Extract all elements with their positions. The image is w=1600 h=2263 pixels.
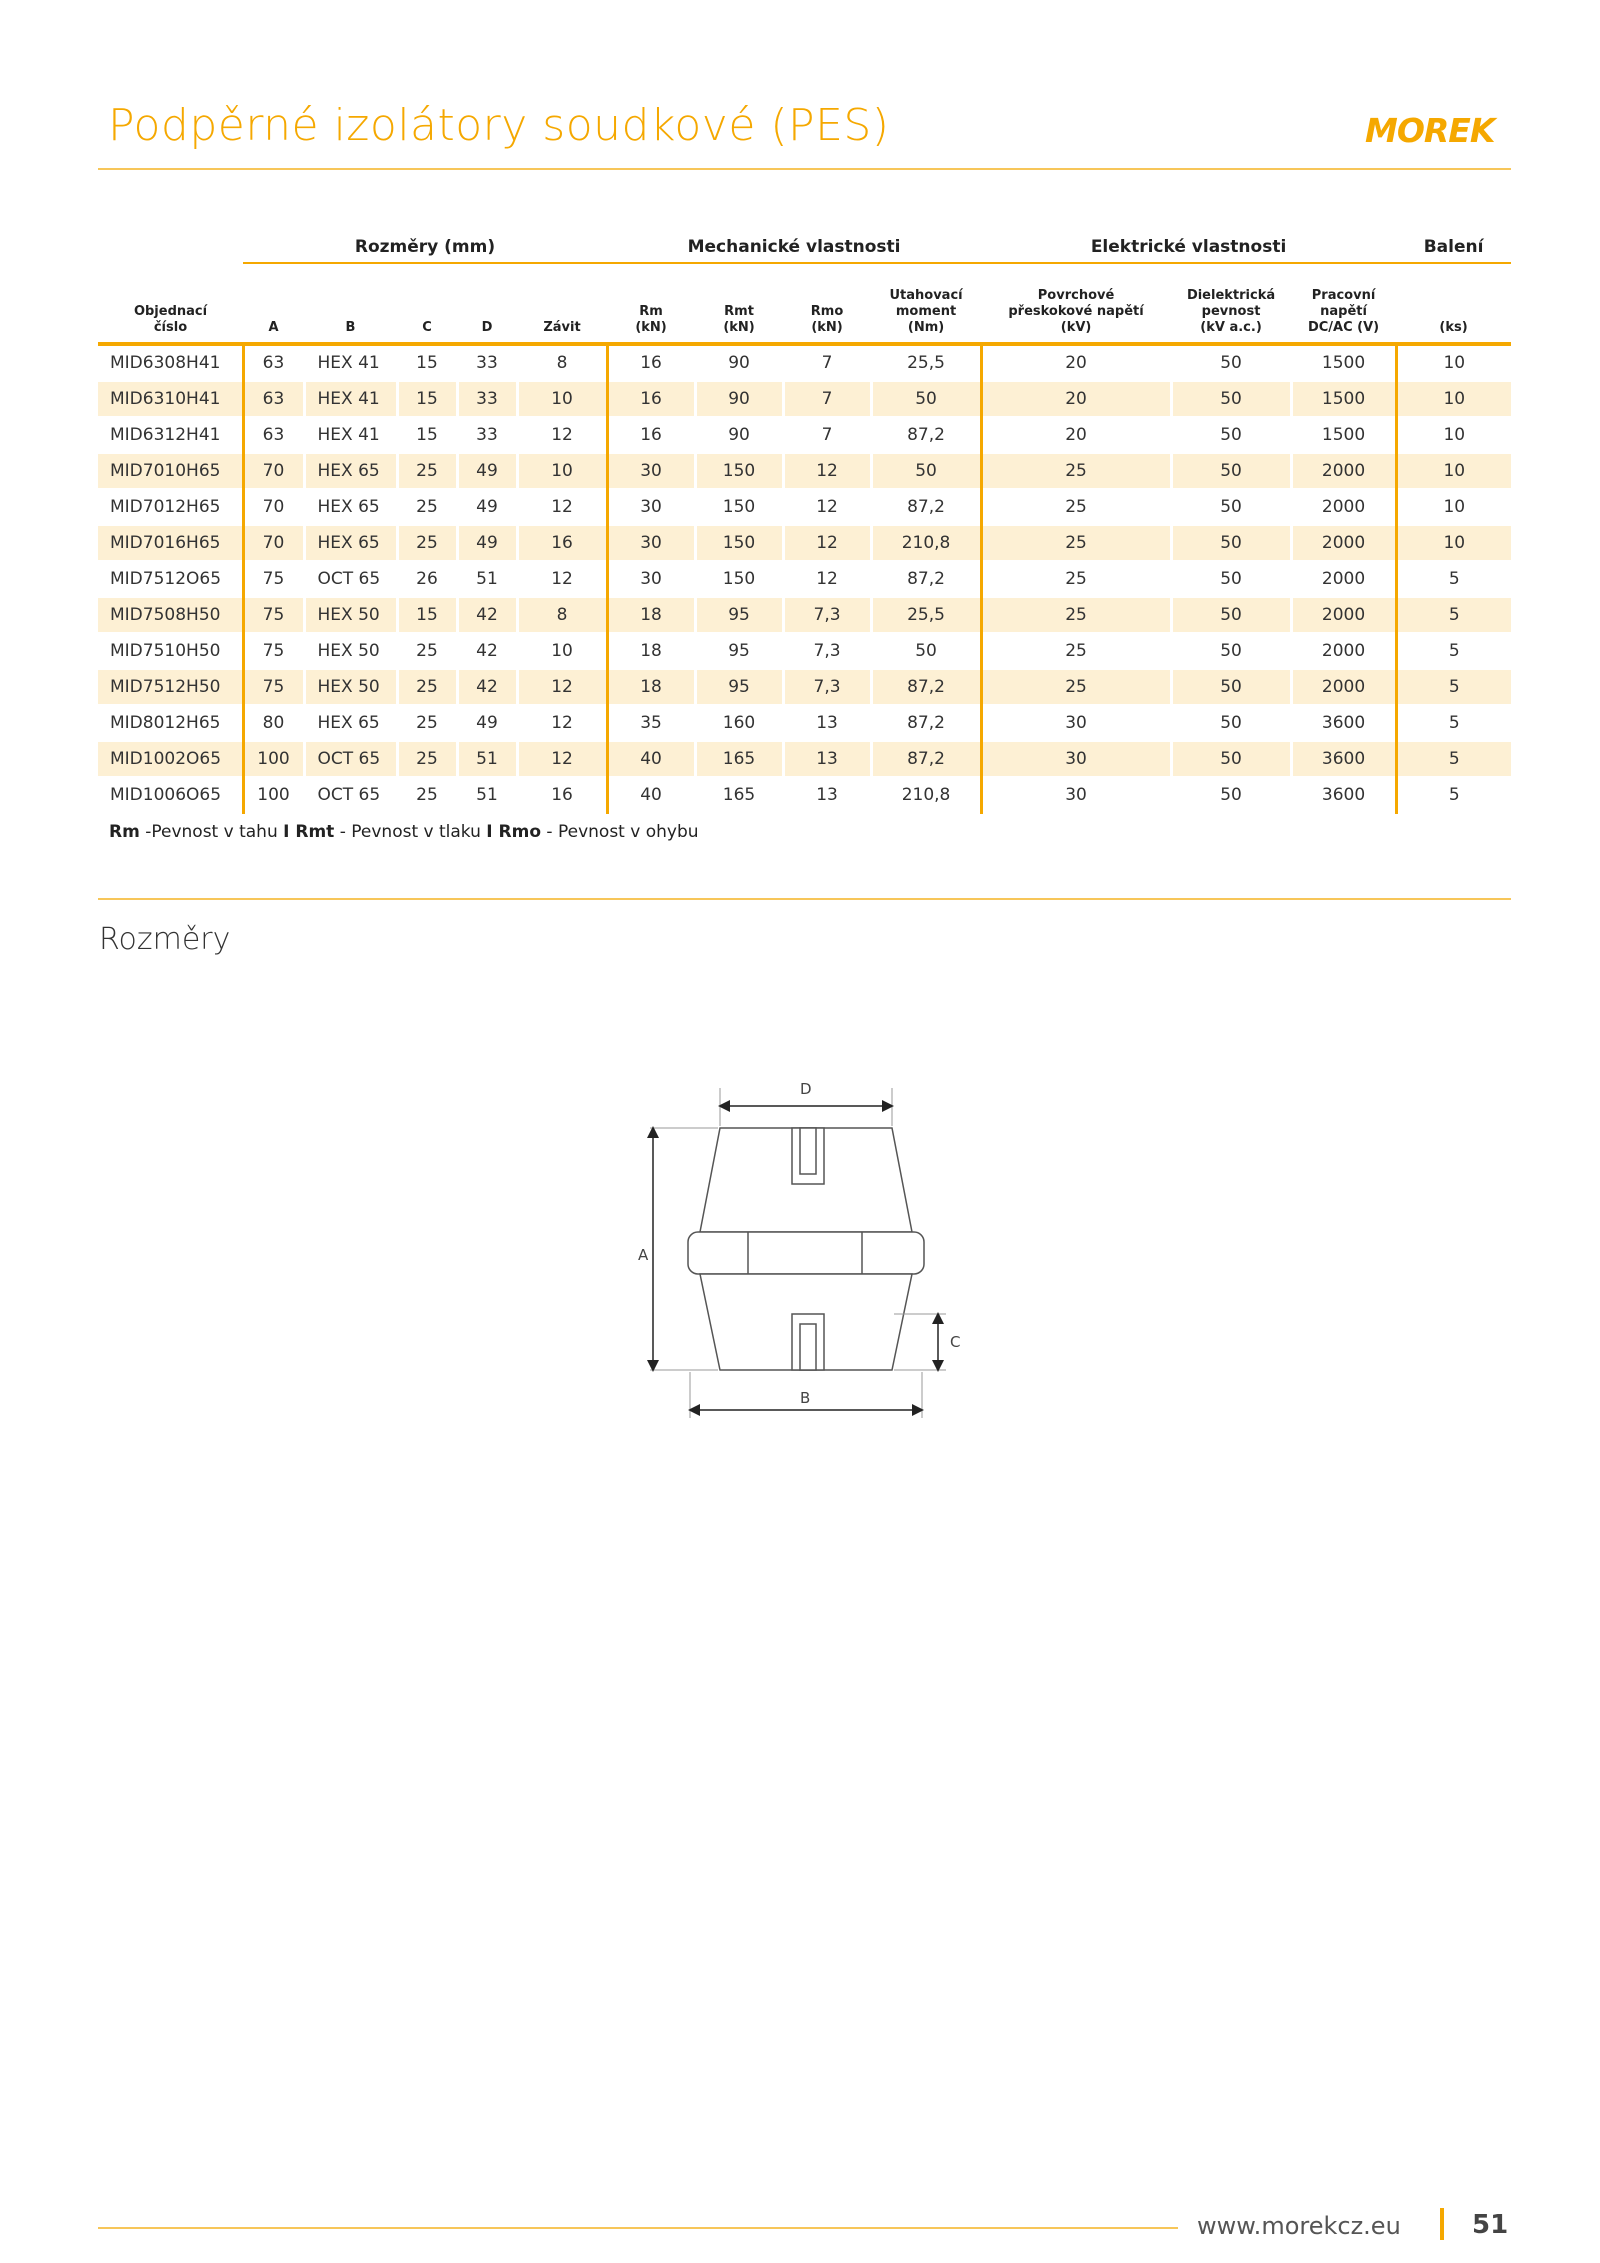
table-cell: 30 xyxy=(981,705,1171,741)
table-cell: 5 xyxy=(1396,561,1511,597)
header-line: (kV a.c.) xyxy=(1200,320,1262,335)
table-cell: 50 xyxy=(1171,344,1291,381)
morek-logo xyxy=(1365,112,1510,148)
col-d xyxy=(457,263,517,344)
table-cell: 42 xyxy=(457,633,517,669)
table-cell: MID7512O65 xyxy=(98,561,243,597)
table-cell: 25,5 xyxy=(871,344,981,381)
table-cell: 87,2 xyxy=(871,561,981,597)
label-b: B xyxy=(800,1389,811,1407)
table-cell: 16 xyxy=(607,381,695,417)
header-line: Pracovní xyxy=(1311,288,1376,303)
table-cell: HEX 65 xyxy=(304,489,397,525)
header-line: (kN) xyxy=(635,320,667,335)
legend-rm-text: -Pevnost v tahu xyxy=(139,822,284,842)
group-mechanical: Mechanické vlastnosti xyxy=(607,232,981,263)
table-cell: 150 xyxy=(695,489,783,525)
table-cell: 63 xyxy=(243,344,304,381)
table-cell: HEX 41 xyxy=(304,344,397,381)
insulator-table xyxy=(98,232,1511,814)
group-header-row xyxy=(98,232,1511,263)
footer-divider xyxy=(98,2227,1178,2229)
table-cell: 25 xyxy=(981,525,1171,561)
table-cell: 150 xyxy=(695,525,783,561)
table-cell: 25 xyxy=(981,489,1171,525)
table-cell: 12 xyxy=(517,705,607,741)
col-working-voltage xyxy=(1291,263,1396,344)
table-cell: 50 xyxy=(1171,633,1291,669)
table-cell: 25 xyxy=(981,453,1171,489)
table-cell: MID7510H50 xyxy=(98,633,243,669)
legend-sep-2: I xyxy=(486,822,493,842)
table-cell: 10 xyxy=(517,381,607,417)
table-body xyxy=(98,344,1511,813)
table-cell: 50 xyxy=(1171,705,1291,741)
table-cell: 50 xyxy=(1171,489,1291,525)
table-cell: 3600 xyxy=(1291,741,1396,777)
col-dielectric xyxy=(1171,263,1291,344)
table-cell: 40 xyxy=(607,741,695,777)
table-cell: 35 xyxy=(607,705,695,741)
table-cell: 49 xyxy=(457,453,517,489)
table-cell: 16 xyxy=(517,525,607,561)
table-cell: 80 xyxy=(243,705,304,741)
header-line: Dielektrická xyxy=(1186,288,1276,303)
label-c: C xyxy=(950,1333,961,1351)
table-cell: 50 xyxy=(1171,525,1291,561)
table-cell: 7,3 xyxy=(783,597,871,633)
table-cell: 2000 xyxy=(1291,633,1396,669)
table-cell: 10 xyxy=(1396,344,1511,381)
section-divider xyxy=(98,898,1511,900)
table-cell: 1500 xyxy=(1291,381,1396,417)
table-cell: 5 xyxy=(1396,741,1511,777)
table-row xyxy=(98,597,1511,633)
table-cell: 16 xyxy=(607,417,695,453)
table-cell: 87,2 xyxy=(871,417,981,453)
table-cell: 100 xyxy=(243,777,304,813)
table-cell: 50 xyxy=(1171,381,1291,417)
label-a: A xyxy=(638,1246,649,1264)
table-row xyxy=(98,633,1511,669)
table-row xyxy=(98,705,1511,741)
table-cell: 75 xyxy=(243,633,304,669)
table-cell: 20 xyxy=(981,344,1171,381)
table-cell: 90 xyxy=(695,344,783,381)
table-cell: 12 xyxy=(783,453,871,489)
table-cell: 16 xyxy=(517,777,607,813)
table-cell: 75 xyxy=(243,561,304,597)
table-cell: 2000 xyxy=(1291,489,1396,525)
table-cell: 33 xyxy=(457,417,517,453)
table-cell: 10 xyxy=(1396,489,1511,525)
header-line: Rmo xyxy=(810,304,844,319)
table-cell: 15 xyxy=(397,417,457,453)
table-cell: 100 xyxy=(243,741,304,777)
header-line: Závit xyxy=(543,320,581,335)
table-cell: 33 xyxy=(457,344,517,381)
table-row xyxy=(98,669,1511,705)
table-cell: 25 xyxy=(981,561,1171,597)
table-cell: 30 xyxy=(607,561,695,597)
table-cell: 49 xyxy=(457,525,517,561)
table-cell: MID7016H65 xyxy=(98,525,243,561)
col-rmt xyxy=(695,263,783,344)
table-cell: 49 xyxy=(457,705,517,741)
table-cell: 42 xyxy=(457,669,517,705)
table-cell: 25 xyxy=(397,525,457,561)
table-cell: 90 xyxy=(695,381,783,417)
table-cell: 10 xyxy=(1396,525,1511,561)
table-cell: 1500 xyxy=(1291,344,1396,381)
table-cell: 210,8 xyxy=(871,525,981,561)
header-line: pevnost xyxy=(1201,304,1261,319)
table-cell: 2000 xyxy=(1291,525,1396,561)
table-cell: 42 xyxy=(457,597,517,633)
table-cell: HEX 41 xyxy=(304,417,397,453)
table-cell: 50 xyxy=(871,633,981,669)
table-cell: 40 xyxy=(607,777,695,813)
table-cell: 95 xyxy=(695,597,783,633)
table-cell: 25 xyxy=(397,489,457,525)
table-cell: 50 xyxy=(1171,777,1291,813)
table-cell: 13 xyxy=(783,705,871,741)
table-row xyxy=(98,453,1511,489)
table-cell: 12 xyxy=(783,489,871,525)
footer-url[interactable]: www.morekcz.eu xyxy=(1197,2212,1401,2240)
header-line: moment xyxy=(895,304,957,319)
table-cell: MID6310H41 xyxy=(98,381,243,417)
table-cell: 30 xyxy=(981,741,1171,777)
col-order-number xyxy=(98,263,243,344)
table-cell: 15 xyxy=(397,381,457,417)
header-line: Rmt xyxy=(724,304,754,319)
table-cell: 50 xyxy=(1171,561,1291,597)
table-cell: 25 xyxy=(397,669,457,705)
table-cell: 15 xyxy=(397,344,457,381)
dimension-drawing xyxy=(620,1070,980,1430)
table-cell: MID7512H50 xyxy=(98,669,243,705)
insulator-body xyxy=(688,1128,924,1370)
page-number: 51 xyxy=(1472,2210,1509,2240)
col-pieces xyxy=(1396,263,1511,344)
header-line: (kN) xyxy=(723,320,755,335)
table-row xyxy=(98,344,1511,381)
table-cell: 12 xyxy=(517,417,607,453)
header-line: C xyxy=(422,320,432,335)
table-row xyxy=(98,381,1511,417)
table-cell: MID1006O65 xyxy=(98,777,243,813)
header-line: číslo xyxy=(153,320,188,335)
table-cell: 165 xyxy=(695,741,783,777)
legend-sep-1: I xyxy=(283,822,290,842)
legend xyxy=(109,822,699,842)
header-line: (kN) xyxy=(811,320,843,335)
table-cell: 165 xyxy=(695,777,783,813)
table-cell: 7 xyxy=(783,344,871,381)
table-cell: 25 xyxy=(397,633,457,669)
col-rmo xyxy=(783,263,871,344)
column-header-row xyxy=(98,263,1511,344)
table-cell: 2000 xyxy=(1291,561,1396,597)
table-cell: MID6312H41 xyxy=(98,417,243,453)
table-cell: MID7508H50 xyxy=(98,597,243,633)
table-cell: 25 xyxy=(397,777,457,813)
col-flashover xyxy=(981,263,1171,344)
table-cell: 5 xyxy=(1396,633,1511,669)
table-cell: HEX 50 xyxy=(304,633,397,669)
header-line: napětí xyxy=(1320,304,1367,319)
table-row xyxy=(98,741,1511,777)
table-cell: 50 xyxy=(871,453,981,489)
table-cell: MID6308H41 xyxy=(98,344,243,381)
table-cell: 33 xyxy=(457,381,517,417)
table-cell: 10 xyxy=(517,453,607,489)
table-cell: 87,2 xyxy=(871,669,981,705)
legend-rm: Rm xyxy=(109,822,140,842)
table-cell: 30 xyxy=(981,777,1171,813)
table-cell: 2000 xyxy=(1291,597,1396,633)
table-cell: 70 xyxy=(243,489,304,525)
table-cell: HEX 65 xyxy=(304,453,397,489)
table-cell: 50 xyxy=(1171,417,1291,453)
table-cell: HEX 65 xyxy=(304,705,397,741)
table-cell: 87,2 xyxy=(871,741,981,777)
table-cell: 12 xyxy=(517,489,607,525)
table-cell: 13 xyxy=(783,777,871,813)
header-line: A xyxy=(268,320,279,335)
table-cell: MID7012H65 xyxy=(98,489,243,525)
table-cell: 13 xyxy=(783,741,871,777)
table-cell: HEX 65 xyxy=(304,525,397,561)
table-cell: 10 xyxy=(1396,453,1511,489)
table-cell: 50 xyxy=(1171,669,1291,705)
table-cell: 95 xyxy=(695,633,783,669)
table-cell: 95 xyxy=(695,669,783,705)
table-cell: 18 xyxy=(607,633,695,669)
group-rozmery: Rozměry (mm) xyxy=(243,232,607,263)
table-cell: 2000 xyxy=(1291,669,1396,705)
table-cell: 30 xyxy=(607,525,695,561)
table-cell: 25 xyxy=(981,597,1171,633)
table-cell: 3600 xyxy=(1291,777,1396,813)
table-cell: 18 xyxy=(607,669,695,705)
group-baleni: Balení xyxy=(1396,232,1511,263)
header-line: (Nm) xyxy=(907,320,945,335)
table-cell: 75 xyxy=(243,597,304,633)
page-title: Podpěrné izolátory soudkové (PES) xyxy=(108,100,890,151)
header-divider xyxy=(98,168,1511,170)
table-cell: 12 xyxy=(517,561,607,597)
table-cell: 51 xyxy=(457,777,517,813)
table-cell: 20 xyxy=(981,381,1171,417)
table-cell: MID7010H65 xyxy=(98,453,243,489)
table-cell: 1500 xyxy=(1291,417,1396,453)
section-title: Rozměry xyxy=(99,922,231,957)
table-cell: 12 xyxy=(783,525,871,561)
header-line: Objednací xyxy=(133,304,208,319)
table-cell: 25 xyxy=(397,741,457,777)
table-cell: 70 xyxy=(243,453,304,489)
table-cell: 25 xyxy=(397,705,457,741)
table-cell: 87,2 xyxy=(871,489,981,525)
table-cell: OCT 65 xyxy=(304,561,397,597)
table-cell: 50 xyxy=(1171,741,1291,777)
header-line: (kV) xyxy=(1060,320,1092,335)
header-line: (ks) xyxy=(1439,320,1468,335)
table-cell: 50 xyxy=(1171,597,1291,633)
col-rm xyxy=(607,263,695,344)
table-cell: 7 xyxy=(783,417,871,453)
table-cell: 63 xyxy=(243,381,304,417)
table-cell: 12 xyxy=(517,741,607,777)
col-torque xyxy=(871,263,981,344)
table-cell: 26 xyxy=(397,561,457,597)
table-cell: 5 xyxy=(1396,777,1511,813)
table-cell: OCT 65 xyxy=(304,741,397,777)
header-line: B xyxy=(345,320,356,335)
table-cell: 50 xyxy=(871,381,981,417)
table-cell: 25,5 xyxy=(871,597,981,633)
header-line: Povrchové xyxy=(1037,288,1115,303)
legend-rmt-text: - Pevnost v tlaku xyxy=(334,822,487,842)
col-b xyxy=(304,263,397,344)
table-row xyxy=(98,525,1511,561)
table-cell: 2000 xyxy=(1291,453,1396,489)
col-a xyxy=(243,263,304,344)
col-c xyxy=(397,263,457,344)
table-cell: 90 xyxy=(695,417,783,453)
table-cell: 10 xyxy=(517,633,607,669)
table-cell: 5 xyxy=(1396,705,1511,741)
footer-separator xyxy=(1440,2208,1444,2240)
table-row xyxy=(98,777,1511,813)
table-cell: 70 xyxy=(243,525,304,561)
table-cell: OCT 65 xyxy=(304,777,397,813)
legend-rmo-text: - Pevnost v ohybu xyxy=(541,822,699,842)
table-cell: 25 xyxy=(981,669,1171,705)
table-cell: 20 xyxy=(981,417,1171,453)
table-cell: 8 xyxy=(517,597,607,633)
table-cell: 51 xyxy=(457,561,517,597)
table-cell: 7,3 xyxy=(783,633,871,669)
svg-text:MOREK: MOREK xyxy=(1365,112,1495,148)
col-thread xyxy=(517,263,607,344)
table-cell: 5 xyxy=(1396,669,1511,705)
table-cell: HEX 41 xyxy=(304,381,397,417)
table-cell: 8 xyxy=(517,344,607,381)
table-row xyxy=(98,561,1511,597)
table-cell: 12 xyxy=(783,561,871,597)
table-cell: 10 xyxy=(1396,417,1511,453)
table-cell: 12 xyxy=(517,669,607,705)
header-line: Rm xyxy=(639,304,663,319)
table-cell: 7,3 xyxy=(783,669,871,705)
legend-rmo: Rmo xyxy=(492,822,542,842)
table-cell: 210,8 xyxy=(871,777,981,813)
table-cell: 30 xyxy=(607,453,695,489)
table-cell: 7 xyxy=(783,381,871,417)
header-line: přeskokové napětí xyxy=(1008,304,1144,319)
header-line: D xyxy=(481,320,493,335)
header-line: DC/AC (V) xyxy=(1307,320,1380,335)
table-cell: 18 xyxy=(607,597,695,633)
table-row xyxy=(98,417,1511,453)
table-cell: HEX 50 xyxy=(304,669,397,705)
table-row xyxy=(98,489,1511,525)
table-cell: 5 xyxy=(1396,597,1511,633)
table-cell: 150 xyxy=(695,561,783,597)
table-cell: 75 xyxy=(243,669,304,705)
table-cell: 25 xyxy=(397,453,457,489)
table-cell: 16 xyxy=(607,344,695,381)
group-electrical: Elektrické vlastnosti xyxy=(981,232,1396,263)
legend-rmt: Rmt xyxy=(289,822,335,842)
table-cell: 87,2 xyxy=(871,705,981,741)
table-cell: 3600 xyxy=(1291,705,1396,741)
table-cell: 49 xyxy=(457,489,517,525)
header-line: Utahovací xyxy=(889,288,963,303)
table-cell: 15 xyxy=(397,597,457,633)
label-d: D xyxy=(800,1080,812,1098)
table-cell: MID8012H65 xyxy=(98,705,243,741)
table-cell: 160 xyxy=(695,705,783,741)
table-cell: 50 xyxy=(1171,453,1291,489)
table-cell: MID1002O65 xyxy=(98,741,243,777)
table-cell: HEX 50 xyxy=(304,597,397,633)
table-cell: 30 xyxy=(607,489,695,525)
table-cell: 10 xyxy=(1396,381,1511,417)
table-cell: 51 xyxy=(457,741,517,777)
table-cell: 150 xyxy=(695,453,783,489)
table-cell: 63 xyxy=(243,417,304,453)
table-cell: 25 xyxy=(981,633,1171,669)
